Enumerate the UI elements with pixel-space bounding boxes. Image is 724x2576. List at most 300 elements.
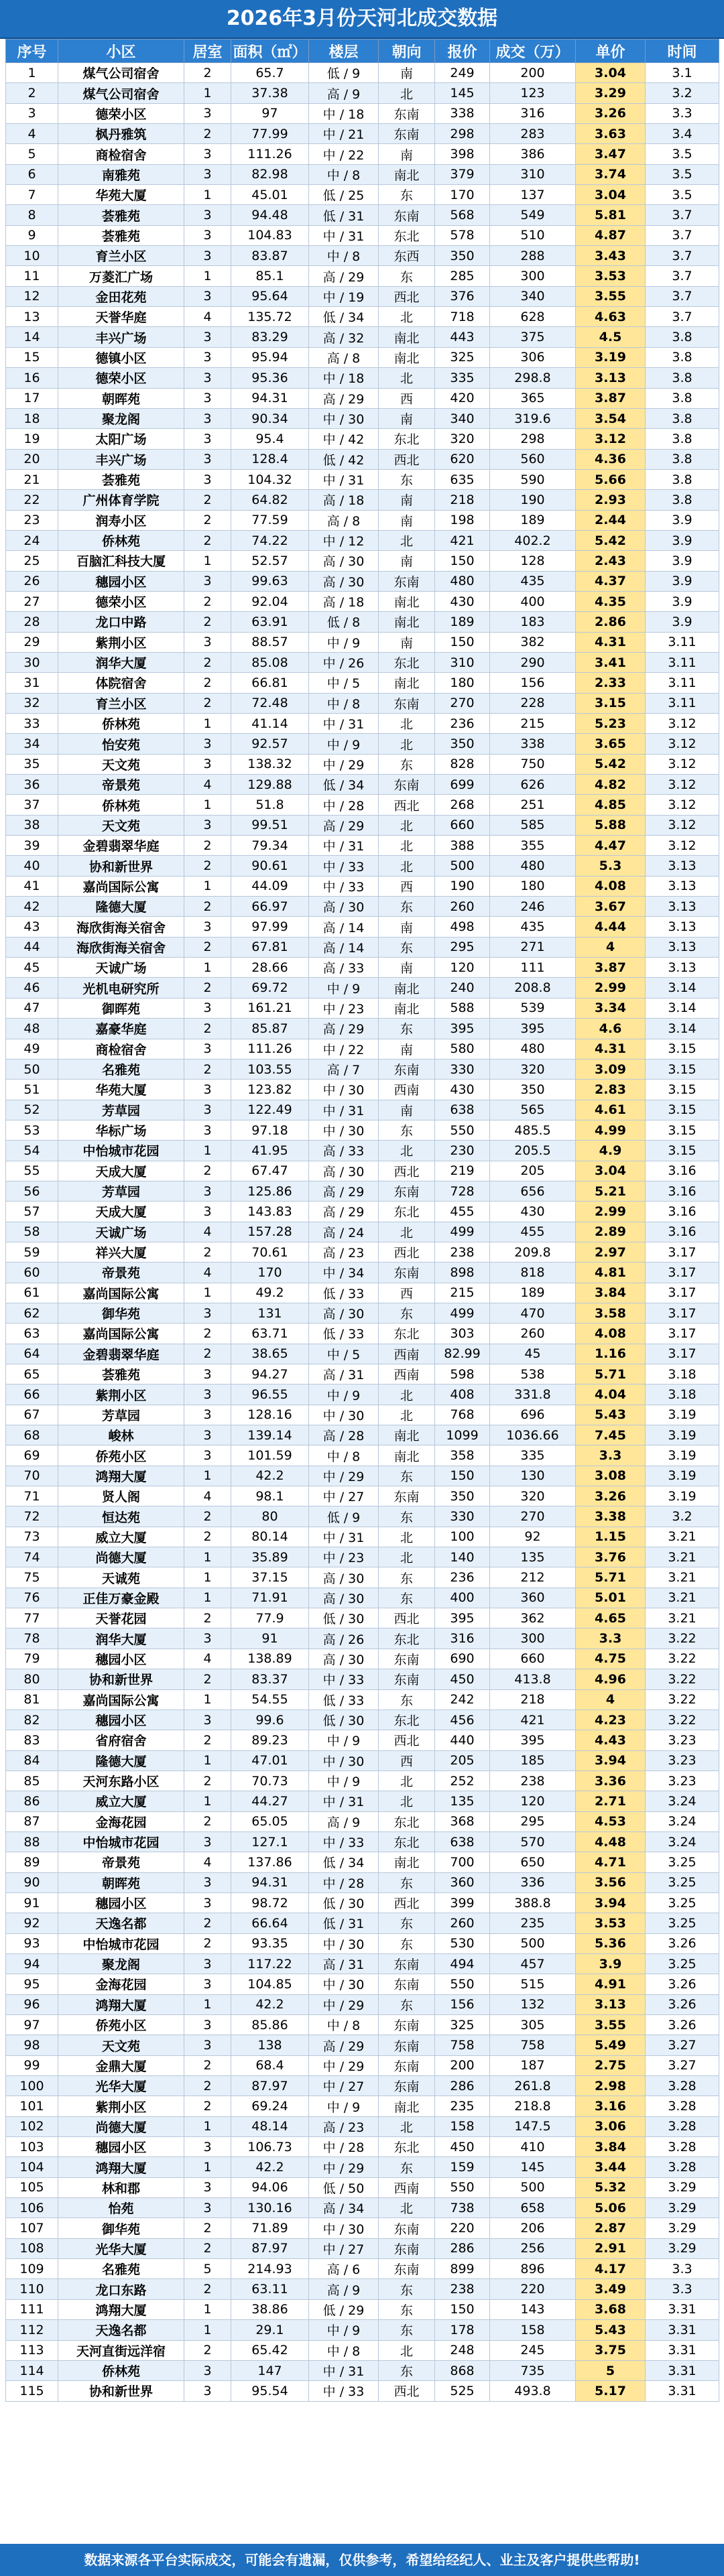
cell-deal-price: 485.5 (490, 1120, 576, 1140)
cell-deal-price: 143 (490, 2299, 576, 2319)
cell-index: 69 (6, 1445, 58, 1466)
cell-orientation: 东南 (379, 2218, 435, 2238)
cell-community: 光机电研究所 (58, 978, 184, 998)
cell-area: 88.57 (231, 632, 309, 652)
cell-unit-price: 4.9 (576, 1141, 646, 1161)
cell-community: 嘉尚国际公寓 (58, 1689, 184, 1710)
cell-index: 25 (6, 551, 58, 571)
table-row (6, 1831, 719, 1852)
cell-rooms: 2 (184, 693, 231, 713)
cell-community: 枫丹雅筑 (58, 124, 184, 144)
cell-index: 91 (6, 1892, 58, 1913)
cell-deal-price: 305 (490, 2015, 576, 2035)
cell-asking-price: 660 (435, 815, 490, 835)
cell-rooms: 3 (184, 1953, 231, 1974)
cell-index: 33 (6, 714, 58, 734)
cell-community: 天成大厦 (58, 1202, 184, 1222)
cell-index: 17 (6, 388, 58, 408)
cell-deal-price: 628 (490, 307, 576, 327)
cell-orientation: 东南 (379, 103, 435, 123)
cell-deal-price: 132 (490, 1994, 576, 2014)
cell-deal-price: 206 (490, 2218, 576, 2238)
cell-community: 华苑大厦 (58, 1080, 184, 1100)
cell-deal-price: 205 (490, 1161, 576, 1181)
cell-asking-price: 286 (435, 2238, 490, 2258)
cell-community: 体院宿舍 (58, 673, 184, 693)
cell-floor: 低 / 31 (309, 1913, 379, 1933)
cell-floor: 高 / 31 (309, 1364, 379, 1384)
cell-deal-price: 388.8 (490, 1892, 576, 1913)
cell-area: 96.55 (231, 1384, 309, 1405)
table-row (6, 1384, 719, 1405)
cell-floor: 高 / 29 (309, 266, 379, 286)
cell-floor: 高 / 34 (309, 2198, 379, 2218)
cell-asking-price: 421 (435, 530, 490, 550)
cell-orientation: 东南 (379, 1649, 435, 1669)
cell-date: 3.29 (646, 2238, 719, 2258)
cell-deal-price: 660 (490, 1649, 576, 1669)
cell-community: 荟雅苑 (58, 469, 184, 489)
cell-asking-price: 295 (435, 937, 490, 957)
cell-date: 3.13 (646, 937, 719, 957)
cell-deal-price: 421 (490, 1710, 576, 1730)
cell-unit-price: 3.49 (576, 2279, 646, 2299)
cell-rooms: 1 (184, 1689, 231, 1710)
cell-index: 15 (6, 347, 58, 367)
table-row (6, 2279, 719, 2299)
cell-community: 林和郡 (58, 2177, 184, 2197)
cell-deal-price: 215 (490, 714, 576, 734)
cell-date: 3.15 (646, 1141, 719, 1161)
table-row (6, 2381, 719, 2401)
cell-deal-price: 260 (490, 1324, 576, 1344)
cell-asking-price: 150 (435, 551, 490, 571)
table-row (6, 449, 719, 469)
cell-asking-price: 758 (435, 2035, 490, 2055)
cell-deal-price: 355 (490, 836, 576, 856)
cell-orientation: 东北 (379, 1831, 435, 1852)
cell-area: 70.73 (231, 1770, 309, 1791)
cell-rooms: 3 (184, 2015, 231, 2035)
cell-deal-price: 185 (490, 1750, 576, 1770)
table-row (6, 1141, 719, 1161)
cell-index: 34 (6, 734, 58, 754)
cell-orientation: 西南 (379, 1364, 435, 1384)
cell-date: 3.2 (646, 83, 719, 103)
cell-area: 77.9 (231, 1608, 309, 1628)
table-row (6, 469, 719, 489)
cell-asking-price: 728 (435, 1181, 490, 1201)
cell-asking-price: 230 (435, 1141, 490, 1161)
cell-orientation: 北 (379, 1384, 435, 1405)
cell-deal-price: 200 (490, 63, 576, 83)
cell-area: 42.2 (231, 2157, 309, 2177)
cell-date: 3.21 (646, 1527, 719, 1547)
cell-date: 3.19 (646, 1405, 719, 1425)
cell-area: 94.06 (231, 2177, 309, 2197)
cell-asking-price: 498 (435, 917, 490, 937)
cell-rooms: 2 (184, 897, 231, 917)
cell-unit-price: 5.23 (576, 714, 646, 734)
cell-area: 83.29 (231, 327, 309, 347)
cell-index: 53 (6, 1120, 58, 1140)
cell-date: 3.17 (646, 1242, 719, 1262)
cell-area: 104.32 (231, 469, 309, 489)
cell-rooms: 3 (184, 815, 231, 835)
cell-community: 紫荆小区 (58, 2096, 184, 2116)
cell-rooms: 1 (184, 2299, 231, 2319)
cell-date: 3.7 (646, 246, 719, 266)
cell-orientation: 南 (379, 958, 435, 978)
cell-community: 百脑汇科技大厦 (58, 551, 184, 571)
cell-unit-price: 3.74 (576, 164, 646, 184)
cell-floor: 中 / 8 (309, 2015, 379, 2035)
table-row (6, 2238, 719, 2258)
cell-deal-price: 560 (490, 449, 576, 469)
cell-orientation: 北 (379, 836, 435, 856)
cell-deal-price: 455 (490, 1222, 576, 1242)
cell-community: 嘉豪华庭 (58, 1019, 184, 1039)
cell-unit-price: 2.93 (576, 490, 646, 510)
cell-floor: 高 / 29 (309, 1181, 379, 1201)
cell-floor: 中 / 29 (309, 2055, 379, 2075)
cell-asking-price: 215 (435, 1283, 490, 1303)
cell-community: 侨苑小区 (58, 1445, 184, 1466)
cell-floor: 中 / 29 (309, 1994, 379, 2014)
cell-asking-price: 268 (435, 795, 490, 815)
cell-floor: 高 / 32 (309, 327, 379, 347)
cell-area: 38.86 (231, 2299, 309, 2319)
cell-deal-price: 402.2 (490, 530, 576, 550)
cell-area: 85.1 (231, 266, 309, 286)
cell-deal-price: 135 (490, 1547, 576, 1567)
cell-area: 71.89 (231, 2218, 309, 2238)
cell-unit-price: 5.3 (576, 856, 646, 876)
table-row (6, 408, 719, 428)
cell-floor: 高 / 26 (309, 1628, 379, 1649)
cell-unit-price: 2.87 (576, 2218, 646, 2238)
cell-floor: 中 / 28 (309, 1872, 379, 1892)
cell-area: 97 (231, 103, 309, 123)
cell-area: 67.81 (231, 937, 309, 957)
cell-rooms: 1 (184, 2157, 231, 2177)
cell-floor: 中 / 29 (309, 1466, 379, 1486)
cell-orientation: 东南 (379, 1953, 435, 1974)
cell-date: 3.25 (646, 1913, 719, 1933)
cell-floor: 高 / 9 (309, 83, 379, 103)
cell-area: 92.57 (231, 734, 309, 754)
cell-unit-price: 2.99 (576, 978, 646, 998)
cell-rooms: 3 (184, 1445, 231, 1466)
cell-asking-price: 330 (435, 1059, 490, 1079)
cell-deal-price: 1036.66 (490, 1425, 576, 1445)
cell-asking-price: 238 (435, 2279, 490, 2299)
cell-area: 42.2 (231, 1994, 309, 2014)
cell-rooms: 3 (184, 998, 231, 1018)
cell-area: 48.14 (231, 2116, 309, 2136)
cell-date: 3.7 (646, 205, 719, 225)
cell-date: 3.4 (646, 124, 719, 144)
cell-orientation: 东 (379, 1120, 435, 1140)
cell-floor: 中 / 31 (309, 836, 379, 856)
cell-community: 金海花园 (58, 1974, 184, 1994)
table-row (6, 734, 719, 754)
cell-orientation: 北 (379, 734, 435, 754)
cell-area: 65.7 (231, 63, 309, 83)
cell-date: 3.2 (646, 1506, 719, 1527)
cell-asking-price: 550 (435, 1974, 490, 1994)
cell-deal-price: 158 (490, 2320, 576, 2340)
cell-asking-price: 100 (435, 1527, 490, 1547)
cell-orientation: 南北 (379, 347, 435, 367)
cell-floor: 中 / 33 (309, 2381, 379, 2401)
table-row (6, 1181, 719, 1201)
cell-area: 64.82 (231, 490, 309, 510)
cell-unit-price: 3.53 (576, 1913, 646, 1933)
table-row (6, 1242, 719, 1262)
cell-floor: 高 / 30 (309, 551, 379, 571)
cell-index: 74 (6, 1547, 58, 1567)
cell-area: 143.83 (231, 1202, 309, 1222)
cell-deal-price: 189 (490, 1283, 576, 1303)
cell-unit-price: 3.38 (576, 1506, 646, 1527)
cell-floor: 中 / 28 (309, 795, 379, 815)
table-row (6, 1161, 719, 1181)
cell-asking-price: 235 (435, 2096, 490, 2116)
cell-area: 98.72 (231, 1892, 309, 1913)
table-row (6, 510, 719, 530)
cell-deal-price: 319.6 (490, 408, 576, 428)
cell-deal-price: 395 (490, 1730, 576, 1750)
cell-deal-price: 365 (490, 388, 576, 408)
cell-area: 99.6 (231, 1710, 309, 1730)
cell-unit-price: 3.44 (576, 2157, 646, 2177)
cell-community: 煤气公司宿舍 (58, 83, 184, 103)
table-row (6, 1567, 719, 1588)
cell-deal-price: 120 (490, 1791, 576, 1811)
cell-date: 3.16 (646, 1202, 719, 1222)
cell-asking-price: 408 (435, 1384, 490, 1405)
cell-orientation: 东 (379, 1588, 435, 1608)
cell-rooms: 3 (184, 429, 231, 449)
cell-community: 南雅苑 (58, 164, 184, 184)
cell-asking-price: 325 (435, 347, 490, 367)
cell-community: 天逸名都 (58, 1913, 184, 1933)
cell-floor: 中 / 21 (309, 124, 379, 144)
cell-floor: 低 / 8 (309, 612, 379, 632)
cell-community: 中怡城市花园 (58, 1141, 184, 1161)
table-row (6, 1933, 719, 1953)
cell-asking-price: 298 (435, 124, 490, 144)
cell-asking-price: 236 (435, 1567, 490, 1588)
table-row (6, 917, 719, 937)
cell-asking-price: 443 (435, 327, 490, 347)
cell-floor: 中 / 31 (309, 1791, 379, 1811)
cell-community: 侨林苑 (58, 2360, 184, 2380)
cell-rooms: 3 (184, 408, 231, 428)
cell-community: 商检宿舍 (58, 1039, 184, 1059)
cell-index: 40 (6, 856, 58, 876)
table-row (6, 1730, 719, 1750)
cell-community: 祥兴大厦 (58, 1242, 184, 1262)
cell-community: 省府宿舍 (58, 1730, 184, 1750)
cell-community: 天逸名都 (58, 2320, 184, 2340)
cell-asking-price: 242 (435, 1689, 490, 1710)
cell-community: 协和新世界 (58, 856, 184, 876)
cell-rooms: 3 (184, 754, 231, 774)
cell-date: 3.16 (646, 1161, 719, 1181)
cell-area: 139.14 (231, 1425, 309, 1445)
cell-floor: 中 / 22 (309, 1039, 379, 1059)
cell-index: 79 (6, 1649, 58, 1669)
table-row (6, 571, 719, 591)
cell-asking-price: 868 (435, 2360, 490, 2380)
cell-community: 贤人阁 (58, 1486, 184, 1506)
cell-orientation: 东 (379, 1567, 435, 1588)
cell-asking-price: 220 (435, 2218, 490, 2238)
table-row (6, 225, 719, 245)
cell-unit-price: 5.71 (576, 1364, 646, 1384)
cell-community: 芳草园 (58, 1100, 184, 1120)
table-row (6, 347, 719, 367)
cell-asking-price: 440 (435, 1730, 490, 1750)
cell-rooms: 2 (184, 1913, 231, 1933)
cell-community: 天誉花园 (58, 1608, 184, 1628)
cell-date: 3.31 (646, 2360, 719, 2380)
table-row (6, 1486, 719, 1506)
cell-index: 68 (6, 1425, 58, 1445)
cell-unit-price: 3.04 (576, 63, 646, 83)
cell-rooms: 2 (184, 2096, 231, 2116)
cell-area: 157.28 (231, 1222, 309, 1242)
cell-orientation: 东南 (379, 2076, 435, 2096)
cell-area: 83.37 (231, 1669, 309, 1689)
cell-asking-price: 219 (435, 1161, 490, 1181)
cell-index: 82 (6, 1710, 58, 1730)
cell-asking-price: 286 (435, 2076, 490, 2096)
cell-index: 92 (6, 1913, 58, 1933)
cell-floor: 低 / 33 (309, 1283, 379, 1303)
cell-date: 3.26 (646, 1994, 719, 2014)
cell-deal-price: 500 (490, 1933, 576, 1953)
cell-area: 147 (231, 2360, 309, 2380)
cell-unit-price: 3.9 (576, 1953, 646, 1974)
cell-index: 66 (6, 1384, 58, 1405)
cell-area: 111.26 (231, 1039, 309, 1059)
cell-index: 113 (6, 2340, 58, 2360)
cell-index: 104 (6, 2157, 58, 2177)
cell-asking-price: 430 (435, 591, 490, 611)
cell-rooms: 2 (184, 2238, 231, 2258)
cell-index: 43 (6, 917, 58, 937)
cell-unit-price: 4 (576, 1689, 646, 1710)
cell-date: 3.21 (646, 1588, 719, 1608)
cell-index: 108 (6, 2238, 58, 2258)
cell-index: 4 (6, 124, 58, 144)
cell-orientation: 南 (379, 551, 435, 571)
cell-floor: 中 / 33 (309, 1669, 379, 1689)
cell-index: 22 (6, 490, 58, 510)
cell-date: 3.28 (646, 2137, 719, 2157)
col-unit-price: 单价 (576, 40, 646, 63)
cell-orientation: 东 (379, 937, 435, 957)
cell-area: 41.95 (231, 1141, 309, 1161)
cell-index: 8 (6, 205, 58, 225)
cell-rooms: 3 (184, 917, 231, 937)
cell-index: 13 (6, 307, 58, 327)
cell-rooms: 2 (184, 1527, 231, 1547)
cell-index: 96 (6, 1994, 58, 2014)
cell-date: 3.9 (646, 591, 719, 611)
cell-rooms: 1 (184, 551, 231, 571)
table-row (6, 673, 719, 693)
cell-deal-price: 570 (490, 1831, 576, 1852)
cell-asking-price: 578 (435, 225, 490, 245)
cell-community: 荟雅苑 (58, 225, 184, 245)
cell-asking-price: 500 (435, 856, 490, 876)
cell-rooms: 1 (184, 1791, 231, 1811)
cell-orientation: 南 (379, 1039, 435, 1059)
cell-area: 90.34 (231, 408, 309, 428)
cell-index: 31 (6, 673, 58, 693)
cell-rooms: 3 (184, 368, 231, 388)
cell-floor: 中 / 9 (309, 632, 379, 652)
cell-floor: 中 / 33 (309, 856, 379, 876)
table-row (6, 1344, 719, 1364)
cell-asking-price: 399 (435, 1892, 490, 1913)
cell-area: 95.4 (231, 429, 309, 449)
cell-orientation: 西 (379, 388, 435, 408)
table-row (6, 83, 719, 103)
cell-floor: 低 / 31 (309, 205, 379, 225)
cell-area: 37.15 (231, 1567, 309, 1588)
cell-area: 68.4 (231, 2055, 309, 2075)
cell-index: 90 (6, 1872, 58, 1892)
cell-area: 129.88 (231, 775, 309, 795)
cell-deal-price: 650 (490, 1852, 576, 1872)
cell-floor: 高 / 33 (309, 958, 379, 978)
cell-area: 66.97 (231, 897, 309, 917)
cell-deal-price: 251 (490, 795, 576, 815)
cell-floor: 低 / 30 (309, 1608, 379, 1628)
cell-rooms: 2 (184, 1730, 231, 1750)
cell-asking-price: 350 (435, 246, 490, 266)
cell-index: 57 (6, 1202, 58, 1222)
table-row (6, 1994, 719, 2014)
cell-community: 荟雅苑 (58, 205, 184, 225)
cell-community: 天文苑 (58, 754, 184, 774)
cell-asking-price: 205 (435, 1750, 490, 1770)
cell-rooms: 2 (184, 591, 231, 611)
cell-floor: 高 / 7 (309, 1059, 379, 1079)
cell-deal-price: 549 (490, 205, 576, 225)
cell-unit-price: 4.23 (576, 1710, 646, 1730)
cell-area: 29.1 (231, 2320, 309, 2340)
table-row (6, 1649, 719, 1669)
cell-area: 69.24 (231, 2096, 309, 2116)
cell-rooms: 3 (184, 2137, 231, 2157)
cell-deal-price: 320 (490, 1486, 576, 1506)
cell-rooms: 3 (184, 1100, 231, 1120)
cell-deal-price: 480 (490, 856, 576, 876)
transaction-table (5, 39, 719, 2402)
cell-deal-price: 145 (490, 2157, 576, 2177)
cell-deal-price: 212 (490, 1567, 576, 1588)
cell-date: 3.22 (646, 1628, 719, 1649)
cell-community: 穗园小区 (58, 1710, 184, 1730)
cell-index: 80 (6, 1669, 58, 1689)
cell-rooms: 3 (184, 347, 231, 367)
